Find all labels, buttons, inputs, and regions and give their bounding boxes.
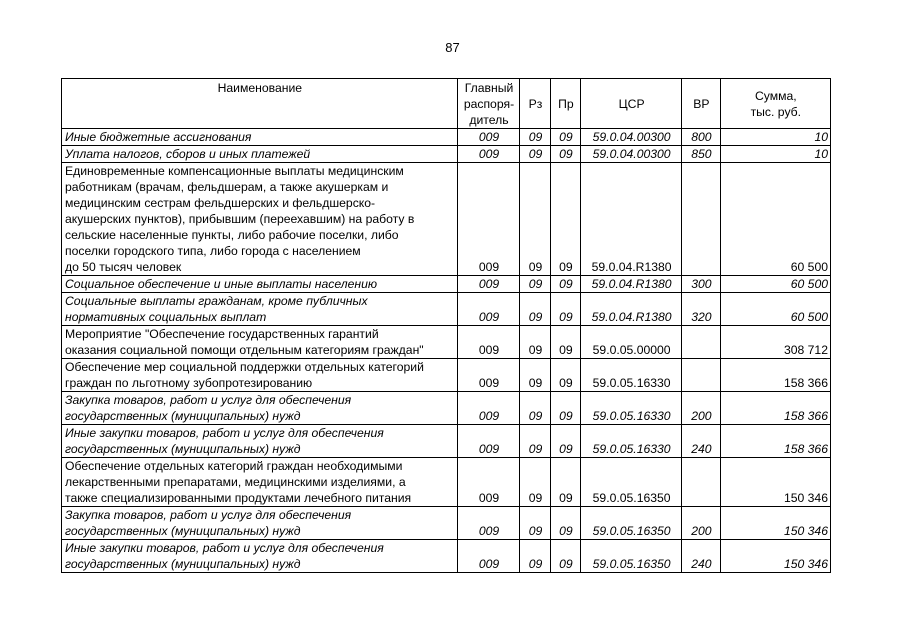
cell-name-line: государственных (муниципальных) нужд — [65, 557, 301, 571]
header-subsection: Пр — [550, 79, 580, 129]
cell-name-line: поселки городского типа, либо города с населением — [65, 244, 361, 258]
cell-name — [62, 276, 458, 293]
header-sum-line: тыс. руб. — [750, 105, 802, 119]
cell-name — [62, 359, 458, 392]
cell-section: 09 — [520, 163, 550, 276]
header-main-manager-line: распоря- — [463, 97, 515, 111]
cell-name-line: нормативных социальных выплат — [65, 310, 267, 324]
table-row — [62, 540, 831, 573]
cell-section: 09 — [520, 392, 550, 425]
cell-target-item: 59.0.04.00300 — [581, 129, 682, 146]
cell-subsection: 09 — [550, 163, 580, 276]
table-row — [62, 293, 831, 326]
cell-name-line: Иные бюджетные ассигнования — [65, 130, 252, 144]
header-expense-type: ВР — [682, 79, 720, 129]
cell-name-line: Социальное обеспечение и иные выплаты населению — [65, 277, 378, 291]
cell-target-item: 59.0.05.16330 — [581, 425, 682, 458]
header-section: Рз — [520, 79, 550, 129]
cell-main-manager: 009 — [457, 425, 520, 458]
cell-target-item: 59.0.05.16350 — [581, 458, 682, 507]
cell-name-line: государственных (муниципальных) нужд — [65, 524, 301, 538]
table-row — [62, 392, 831, 425]
table-row — [62, 129, 831, 146]
cell-main-manager: 009 — [457, 458, 520, 507]
cell-expense-type — [682, 163, 720, 276]
header-sum — [720, 79, 830, 129]
cell-main-manager: 009 — [457, 507, 520, 540]
cell-expense-type: 200 — [682, 507, 720, 540]
cell-section: 09 — [520, 359, 550, 392]
cell-main-manager: 009 — [457, 359, 520, 392]
cell-sum: 150 346 — [720, 540, 830, 573]
cell-name-line: Закупка товаров, работ и услуг для обеспечения — [65, 393, 352, 407]
cell-expense-type: 240 — [682, 425, 720, 458]
cell-name — [62, 458, 458, 507]
cell-expense-type — [682, 359, 720, 392]
cell-subsection: 09 — [550, 276, 580, 293]
cell-sum: 60 500 — [720, 293, 830, 326]
cell-name — [62, 146, 458, 163]
cell-subsection: 09 — [550, 129, 580, 146]
cell-main-manager: 009 — [457, 326, 520, 359]
cell-target-item: 59.0.05.16330 — [581, 392, 682, 425]
cell-subsection: 09 — [550, 425, 580, 458]
cell-name-line: государственных (муниципальных) нужд — [65, 409, 301, 423]
cell-sum: 158 366 — [720, 359, 830, 392]
table-row — [62, 507, 831, 540]
cell-name-line: Иные закупки товаров, работ и услуг для обеспечения — [65, 541, 384, 555]
cell-target-item: 59.0.04.R1380 — [581, 293, 682, 326]
cell-name — [62, 129, 458, 146]
cell-subsection: 09 — [550, 146, 580, 163]
cell-sum: 60 500 — [720, 276, 830, 293]
cell-main-manager: 009 — [457, 163, 520, 276]
header-main-manager — [457, 79, 520, 129]
table-row — [62, 425, 831, 458]
cell-name — [62, 293, 458, 326]
cell-name-line: Иные закупки товаров, работ и услуг для обеспечения — [65, 426, 384, 440]
table-row — [62, 146, 831, 163]
cell-name-line: Обеспечение отдельных категорий граждан необходимыми — [65, 459, 403, 473]
cell-expense-type: 200 — [682, 392, 720, 425]
cell-section: 09 — [520, 425, 550, 458]
cell-name-line: Уплата налогов, сборов и иных платежей — [65, 147, 311, 161]
cell-name-line: государственных (муниципальных) нужд — [65, 442, 301, 456]
header-main-manager-line: Главный — [464, 81, 514, 95]
cell-subsection: 09 — [550, 293, 580, 326]
cell-name-line: также специализированными продуктами лечебного питания — [65, 491, 412, 505]
table-row — [62, 276, 831, 293]
cell-expense-type: 240 — [682, 540, 720, 573]
cell-name-line: медицинским сестрам фельдшерских и фельдшерско- — [65, 196, 376, 210]
cell-target-item: 59.0.04.R1380 — [581, 276, 682, 293]
cell-name — [62, 163, 458, 276]
cell-target-item: 59.0.05.00000 — [581, 326, 682, 359]
cell-target-item: 59.0.04.00300 — [581, 146, 682, 163]
cell-main-manager: 009 — [457, 392, 520, 425]
cell-section: 09 — [520, 507, 550, 540]
cell-main-manager: 009 — [457, 540, 520, 573]
page-number: 87 — [445, 40, 460, 55]
cell-name — [62, 392, 458, 425]
cell-name-line: Мероприятие "Обеспечение государственных гарантий — [65, 327, 379, 341]
cell-subsection: 09 — [550, 458, 580, 507]
table-row — [62, 163, 831, 276]
header-sum-line: Сумма, — [754, 89, 797, 103]
cell-main-manager: 009 — [457, 276, 520, 293]
cell-sum: 158 366 — [720, 425, 830, 458]
cell-main-manager: 009 — [457, 129, 520, 146]
cell-sum: 150 346 — [720, 507, 830, 540]
cell-expense-type: 850 — [682, 146, 720, 163]
cell-target-item: 59.0.05.16350 — [581, 540, 682, 573]
cell-subsection: 09 — [550, 507, 580, 540]
cell-expense-type — [682, 326, 720, 359]
cell-expense-type: 300 — [682, 276, 720, 293]
cell-sum: 150 346 — [720, 458, 830, 507]
table-body — [62, 129, 831, 573]
cell-sum: 60 500 — [720, 163, 830, 276]
cell-name-line: лекарственными препаратами, медицинскими изделиями, а — [65, 475, 406, 489]
cell-sum: 10 — [720, 146, 830, 163]
cell-name-line: граждан по льготному зубопротезированию — [65, 376, 313, 390]
cell-section: 09 — [520, 146, 550, 163]
header-target-item: ЦСР — [581, 79, 682, 129]
table-row — [62, 458, 831, 507]
cell-subsection: 09 — [550, 359, 580, 392]
cell-expense-type: 800 — [682, 129, 720, 146]
cell-name — [62, 425, 458, 458]
cell-section: 09 — [520, 458, 550, 507]
cell-name-line: Закупка товаров, работ и услуг для обеспечения — [65, 508, 352, 522]
cell-sum: 158 366 — [720, 392, 830, 425]
cell-expense-type: 320 — [682, 293, 720, 326]
cell-section: 09 — [520, 276, 550, 293]
cell-main-manager: 009 — [457, 293, 520, 326]
table-header-row — [62, 79, 831, 129]
header-name: Наименование — [62, 79, 458, 129]
cell-name-line: Обеспечение мер социальной поддержки отдельных категорий — [65, 360, 424, 374]
cell-main-manager: 009 — [457, 146, 520, 163]
cell-name — [62, 540, 458, 573]
cell-name-line: сельские населенные пункты, либо рабочие поселки, либо — [65, 228, 399, 242]
table-row — [62, 326, 831, 359]
cell-section: 09 — [520, 293, 550, 326]
cell-sum: 308 712 — [720, 326, 830, 359]
table-row — [62, 359, 831, 392]
cell-section: 09 — [520, 540, 550, 573]
cell-name-line: оказания социальной помощи отдельным категориям граждан" — [65, 343, 424, 357]
cell-name — [62, 326, 458, 359]
cell-target-item: 59.0.05.16350 — [581, 507, 682, 540]
cell-name-line: акушерских пунктов), прибывшим (переехавшим) на работу в — [65, 212, 415, 226]
cell-section: 09 — [520, 129, 550, 146]
cell-section: 09 — [520, 326, 550, 359]
cell-expense-type — [682, 458, 720, 507]
cell-name-line: до 50 тысяч человек — [65, 260, 182, 274]
budget-table — [61, 78, 831, 573]
cell-name-line: Социальные выплаты гражданам, кроме публичных — [65, 294, 368, 308]
cell-name-line: работникам (врачам, фельдшерам, а также акушеркам и — [65, 180, 389, 194]
cell-target-item: 59.0.04.R1380 — [581, 163, 682, 276]
cell-subsection: 09 — [550, 540, 580, 573]
cell-subsection: 09 — [550, 326, 580, 359]
cell-subsection: 09 — [550, 392, 580, 425]
header-main-manager-line: дитель — [469, 113, 509, 127]
cell-name — [62, 507, 458, 540]
cell-sum: 10 — [720, 129, 830, 146]
cell-target-item: 59.0.05.16330 — [581, 359, 682, 392]
cell-name-line: Единовременные компенсационные выплаты медицинским — [65, 164, 404, 178]
